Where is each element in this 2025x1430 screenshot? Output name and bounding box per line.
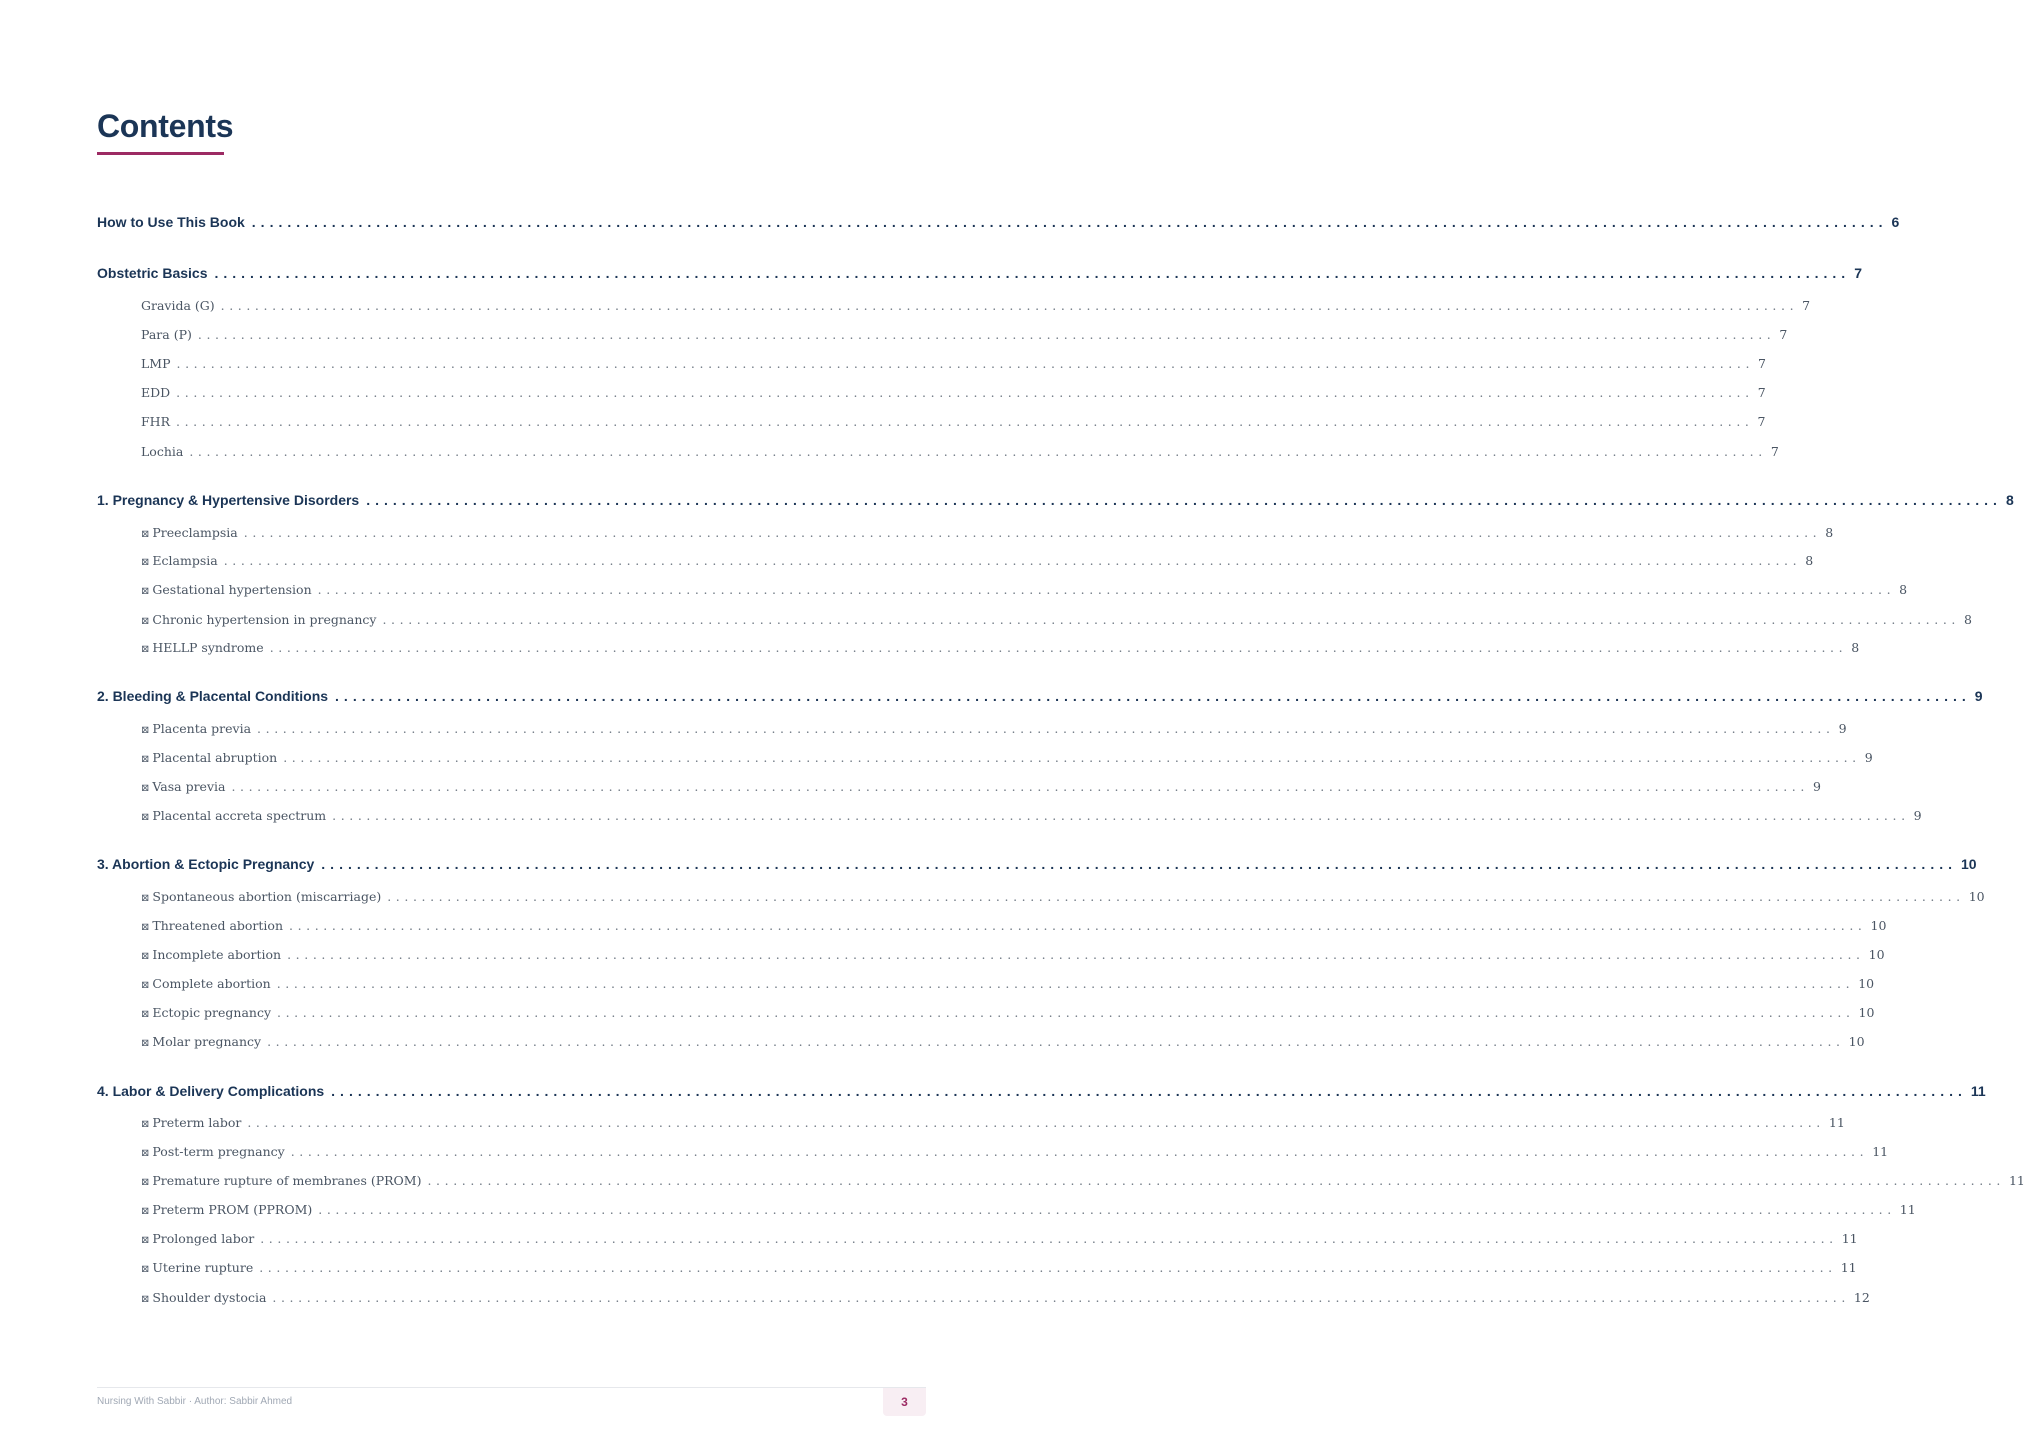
toc-page-number: 11	[1872, 1144, 1889, 1159]
toc-entry[interactable]	[141, 976, 1875, 991]
toc-entry-label: Placental accreta spectrum	[152, 808, 327, 823]
toc-entry[interactable]	[141, 582, 1908, 597]
checkbox-icon: ⊠	[141, 1177, 150, 1188]
toc-section-label: How to Use This Book	[97, 214, 245, 230]
dot-leader: ........................................................................................................................................................................................	[176, 385, 1754, 400]
toc-page-number: 7	[1758, 356, 1766, 371]
toc-entry[interactable]	[141, 750, 1873, 765]
dot-leader: ........................................................................................................................................................................................	[290, 1144, 1869, 1159]
dot-leader: ........................................................................................................................................................................................	[197, 327, 1776, 342]
toc-page-number: 7	[1854, 265, 1862, 281]
dot-leader: ........................................................................................................................................................................................	[247, 1115, 1825, 1130]
dot-leader: ........................................................................................................................................................................................	[335, 688, 1971, 704]
toc-page-number: 11	[2008, 1173, 2025, 1188]
toc-entry-label: Post-term pregnancy	[152, 1144, 285, 1159]
toc-page-number: 10	[1858, 1005, 1875, 1020]
dot-leader: ........................................................................................................................................................................................	[260, 1231, 1838, 1246]
title-underline	[97, 152, 224, 155]
dot-leader: ........................................................................................................................................................................................	[318, 1202, 1896, 1217]
toc-entry-label: FHR	[141, 414, 170, 429]
toc-page-number: 8	[1899, 582, 1908, 597]
toc-page-number: 8	[1805, 553, 1814, 568]
toc-page-number: 9	[1913, 808, 1922, 823]
toc-entry[interactable]	[141, 1034, 1865, 1049]
toc-entry[interactable]	[141, 1202, 1916, 1217]
checkbox-icon: ⊠	[141, 725, 150, 736]
toc-section-label: 1. Pregnancy & Hypertensive Disorders	[97, 492, 360, 508]
dot-leader: ........................................................................................................................................................................................	[176, 414, 1754, 429]
dot-leader: ........................................................................................................................................................................................	[321, 856, 1957, 872]
dot-leader: ........................................................................................................................................................................................	[387, 889, 1965, 904]
checkbox-icon: ⊠	[141, 1264, 150, 1275]
checkbox-icon: ⊠	[141, 893, 150, 904]
dot-leader: ........................................................................................................................................................................................	[332, 808, 1910, 823]
toc-entry[interactable]	[141, 1115, 1845, 1130]
toc-page-number: 10	[1870, 918, 1887, 933]
dot-leader: ........................................................................................................................................................................................	[289, 918, 1867, 933]
toc-page-number: 8	[1963, 612, 1972, 627]
dot-leader: ........................................................................................................................................................................................	[214, 265, 1851, 281]
toc-page-number: 6	[1891, 214, 1900, 230]
toc-section-pregnancy-hypertensive[interactable]	[97, 492, 2014, 508]
toc-page-number: 10	[1848, 1034, 1865, 1049]
toc-page-number: 9	[1974, 688, 1983, 704]
toc-entry-label: Premature rupture of membranes (PROM)	[152, 1173, 422, 1188]
toc-entry[interactable]	[141, 808, 1922, 823]
dot-leader: ........................................................................................................................................................................................	[331, 1083, 1967, 1099]
checkbox-icon: ⊠	[141, 1148, 150, 1159]
dot-leader: ........................................................................................................................................................................................	[220, 298, 1799, 313]
toc-section-labor-delivery[interactable]	[97, 1083, 1986, 1099]
dot-leader: ........................................................................................................................................................................................	[287, 947, 1865, 962]
dot-leader: ........................................................................................................................................................................................	[243, 525, 1822, 540]
toc-page-number: 12	[1853, 1290, 1870, 1305]
toc-entry[interactable]	[141, 356, 1766, 371]
toc-entry[interactable]	[141, 947, 1885, 962]
toc-page-number: 11	[1828, 1115, 1845, 1130]
toc-section-label: 2. Bleeding & Placental Conditions	[97, 688, 329, 704]
toc-entry-label: Placental abruption	[152, 750, 278, 765]
toc-entry[interactable]	[141, 414, 1766, 429]
toc-page-number: 11	[1841, 1231, 1858, 1246]
toc-entry-label: Molar pregnancy	[152, 1034, 262, 1049]
toc-entry[interactable]	[141, 1260, 1857, 1275]
toc-entry[interactable]	[141, 444, 1779, 459]
toc-entry-label: Gestational hypertension	[152, 582, 312, 597]
toc-page-number: 8	[1851, 640, 1860, 655]
toc-page-number: 9	[1812, 779, 1821, 794]
toc-entry[interactable]	[141, 1005, 1875, 1020]
toc-entry-label: Eclampsia	[152, 553, 218, 568]
dot-leader: ........................................................................................................................................................................................	[382, 612, 1960, 627]
checkbox-icon: ⊠	[141, 586, 150, 597]
toc-page-number: 11	[1840, 1260, 1857, 1275]
checkbox-icon: ⊠	[141, 616, 150, 627]
toc-section-obstetric-basics[interactable]	[97, 265, 1862, 281]
toc-page-number: 8	[1825, 525, 1834, 540]
toc-entry[interactable]	[141, 779, 1821, 794]
toc-entry[interactable]	[141, 298, 1811, 313]
footer-credit: Nursing With Sabbir · Author: Sabbir Ahmed	[97, 1396, 293, 1407]
toc-entry-label: Uterine rupture	[152, 1260, 254, 1275]
toc-entry[interactable]	[141, 1144, 1889, 1159]
toc-entry-label: Gravida (G)	[141, 298, 215, 313]
toc-entry-label: LMP	[141, 356, 171, 371]
checkbox-icon: ⊠	[141, 754, 150, 765]
toc-entry-label: Placenta previa	[152, 721, 252, 736]
checkbox-icon: ⊠	[141, 951, 150, 962]
page-number-badge: 3	[883, 1388, 926, 1416]
dot-leader: ........................................................................................................................................................................................	[317, 582, 1896, 597]
dot-leader: ........................................................................................................................................................................................	[251, 214, 1888, 230]
checkbox-icon: ⊠	[141, 1119, 150, 1130]
checkbox-icon: ⊠	[141, 529, 150, 540]
toc-entry[interactable]	[141, 721, 1847, 736]
toc-section-label: Obstetric Basics	[97, 265, 208, 281]
toc-entry-label: Preterm PROM (PPROM)	[152, 1202, 313, 1217]
dot-leader: ........................................................................................................................................................................................	[257, 721, 1835, 736]
toc-entry-label: EDD	[141, 385, 171, 400]
toc-entry[interactable]	[141, 385, 1766, 400]
toc-entry-label: Complete abortion	[152, 976, 271, 991]
toc-entry-label: Threatened abortion	[152, 918, 283, 933]
dot-leader: ........................................................................................................................................................................................	[276, 976, 1855, 991]
toc-page-number: 9	[1864, 750, 1873, 765]
dot-leader: ........................................................................................................................................................................................	[277, 1005, 1855, 1020]
toc-page-number: 8	[2005, 492, 2014, 508]
toc-page-number: 7	[1757, 414, 1766, 429]
toc-entry[interactable]	[141, 1173, 2025, 1188]
toc-page-number: 10	[1961, 856, 1977, 872]
dot-leader: ........................................................................................................................................................................................	[366, 492, 2002, 508]
toc-entry-label: Para (P)	[141, 327, 192, 342]
checkbox-icon: ⊠	[141, 557, 150, 568]
toc-section-how-to-use[interactable]	[97, 214, 1900, 230]
toc-entry[interactable]	[141, 1231, 1858, 1246]
toc-entry[interactable]	[141, 918, 1887, 933]
toc-page-number: 9	[1838, 721, 1847, 736]
dot-leader: ........................................................................................................................................................................................	[259, 1260, 1837, 1275]
toc-entry-label: Preterm labor	[152, 1115, 242, 1130]
toc-entry-label: Spontaneous abortion (miscarriage)	[152, 889, 382, 904]
dot-leader: ........................................................................................................................................................................................	[427, 1173, 2005, 1188]
toc-page-number: 11	[1899, 1202, 1916, 1217]
dot-leader: ........................................................................................................................................................................................	[176, 356, 1755, 371]
checkbox-icon: ⊠	[141, 1235, 150, 1246]
toc-entry[interactable]	[141, 553, 1814, 568]
checkbox-icon: ⊠	[141, 783, 150, 794]
page-title: Contents	[97, 108, 234, 144]
toc-entry-label: Chronic hypertension in pregnancy	[152, 612, 377, 627]
toc-page-number: 10	[1858, 976, 1875, 991]
toc-entry[interactable]	[141, 640, 1860, 655]
dot-leader: ........................................................................................................................................................................................	[283, 750, 1861, 765]
toc-entry-label: Preeclampsia	[152, 525, 238, 540]
checkbox-icon: ⊠	[141, 922, 150, 933]
toc-page-number: 7	[1802, 298, 1811, 313]
toc-section-bleeding-placental[interactable]	[97, 688, 1983, 704]
toc-entry[interactable]	[141, 889, 1985, 904]
toc-page-number: 10	[1968, 889, 1985, 904]
toc-entry[interactable]	[141, 525, 1834, 540]
dot-leader: ........................................................................................................................................................................................	[267, 1034, 1845, 1049]
checkbox-icon: ⊠	[141, 1206, 150, 1217]
toc-page-number: 7	[1770, 444, 1779, 459]
dot-leader: ........................................................................................................................................................................................	[223, 553, 1802, 568]
toc-entry-label: Ectopic pregnancy	[152, 1005, 272, 1020]
toc-page-number: 11	[1970, 1083, 1986, 1099]
toc-entry-label: Prolonged labor	[152, 1231, 255, 1246]
toc-entry[interactable]	[141, 1290, 1870, 1305]
footer-divider	[97, 1387, 926, 1388]
toc-section-label: 3. Abortion & Ectopic Pregnancy	[97, 856, 315, 872]
toc-page-number: 7	[1757, 385, 1766, 400]
toc-entry-label: Vasa previa	[152, 779, 226, 794]
dot-leader: ........................................................................................................................................................................................	[269, 640, 1848, 655]
toc-section-label: 4. Labor & Delivery Complications	[97, 1083, 325, 1099]
toc-entry[interactable]	[141, 612, 1972, 627]
checkbox-icon: ⊠	[141, 1038, 150, 1049]
toc-entry-label: HELLP syndrome	[152, 640, 264, 655]
dot-leader: ........................................................................................................................................................................................	[272, 1290, 1850, 1305]
dot-leader: ........................................................................................................................................................................................	[231, 779, 1809, 794]
toc-page-number: 10	[1868, 947, 1885, 962]
toc-entry-label: Lochia	[141, 444, 184, 459]
checkbox-icon: ⊠	[141, 1009, 150, 1020]
dot-leader: ........................................................................................................................................................................................	[189, 444, 1767, 459]
toc-entry[interactable]	[141, 327, 1788, 342]
toc-entry-label: Incomplete abortion	[152, 947, 282, 962]
toc-page-number: 7	[1779, 327, 1788, 342]
toc-section-abortion-ectopic[interactable]	[97, 856, 1977, 872]
checkbox-icon: ⊠	[141, 980, 150, 991]
toc-entry-label: Shoulder dystocia	[152, 1290, 267, 1305]
checkbox-icon: ⊠	[141, 644, 150, 655]
checkbox-icon: ⊠	[141, 812, 150, 823]
checkbox-icon: ⊠	[141, 1294, 150, 1305]
